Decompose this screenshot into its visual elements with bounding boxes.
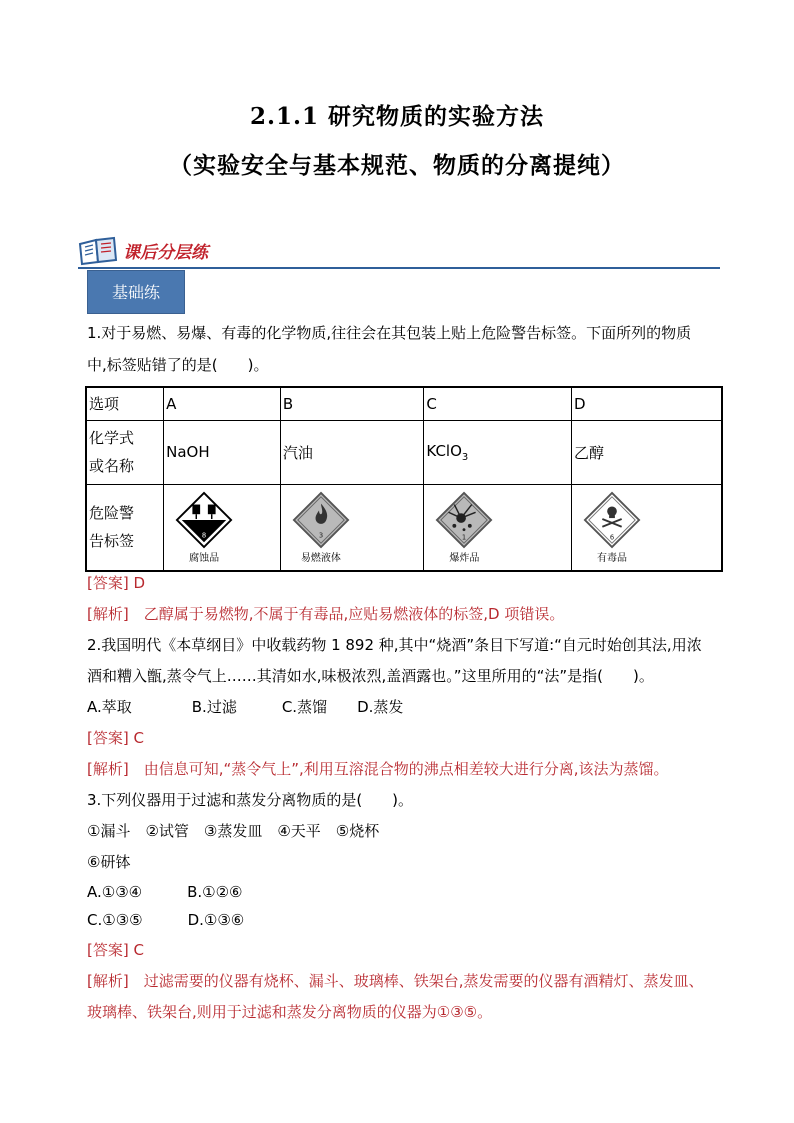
doc-title-line1: 2.1.1 研究物质的实验方法 xyxy=(249,103,545,130)
row-header-formula: 化学式 或名称 xyxy=(86,420,164,484)
q3-choices-line1: A.①③④ B.①②⑥ xyxy=(87,883,243,901)
q3-analysis-line1: [解析] 过滤需要的仪器有烧杯、漏斗、玻璃棒、铁架台,蒸发需要的仪器有酒精灯、蒸发皿、 xyxy=(87,972,704,990)
svg-text:1: 1 xyxy=(462,533,467,542)
toxic-hazard-icon xyxy=(583,491,641,549)
explosive-hazard-icon xyxy=(435,491,493,549)
options-table xyxy=(85,386,723,572)
q2-answer: [答案] C xyxy=(87,729,144,747)
q3-analysis-line2: 玻璃棒、铁架台,则用于过滤和蒸发分离物质的仪器为①③⑤。 xyxy=(87,1003,493,1021)
option-a: A xyxy=(164,387,281,420)
q2-analysis: [解析] 由信息可知,“蒸令气上”,利用互溶混合物的沸点相差较大进行分离,该法为蒸馏。 xyxy=(87,760,669,778)
doc-title-line2: （实验安全与基本规范、物质的分离提纯） xyxy=(169,152,625,179)
name-b: 汽油 xyxy=(280,420,424,484)
q3-items-line1: ①漏斗 ②试管 ③蒸发皿 ④天平 ⑤烧杯 xyxy=(87,822,380,840)
hazard-label-b: 易燃液体 xyxy=(300,552,341,564)
q1-text-line1: 1.对于易燃、易爆、有毒的化学物质,往往会在其包装上贴上危险警告标签。下面所列的物质 xyxy=(87,324,692,342)
level-tag: 基础练 xyxy=(87,270,185,314)
name-a: NaOH xyxy=(164,420,281,484)
q3-items-line2: ⑥研钵 xyxy=(87,853,131,871)
q2-choices: A.萃取 B.过滤 C.蒸馏 D.蒸发 xyxy=(87,698,404,716)
q3-answer: [答案] C xyxy=(87,941,144,959)
section-title: 课后分层练 xyxy=(123,243,208,263)
svg-text:3: 3 xyxy=(318,531,324,540)
svg-text:6: 6 xyxy=(609,533,615,542)
hazard-label-c: 爆炸品 xyxy=(449,552,480,564)
name-c: KClO$_3$ xyxy=(424,420,572,484)
hazard-cell-a xyxy=(164,484,281,571)
q1-answer: [答案] D xyxy=(87,574,146,592)
row-header-option: 选项 xyxy=(86,387,164,420)
hazard-cell-b xyxy=(280,484,424,571)
hazard-label-d: 有毒品 xyxy=(596,552,627,564)
q3-text: 3.下列仪器用于过滤和蒸发分离物质的是( )。 xyxy=(87,791,414,809)
flammable-hazard-icon xyxy=(292,491,350,549)
hazard-cell-c xyxy=(424,484,572,571)
name-d: 乙醇 xyxy=(571,420,722,484)
q2-text-line1: 2.我国明代《本草纲目》中收载药物 1 892 种,其中“烧酒”条目下写道:“自元时始创其法,用浓 xyxy=(87,636,702,654)
section-divider xyxy=(78,267,720,269)
hazard-cell-d xyxy=(571,484,722,571)
hazard-label-a: 腐蚀品 xyxy=(189,552,220,564)
q2-text-line2: 酒和糟入甑,蒸令气上……其清如水,味极浓烈,盖酒露也。”这里所用的“法”是指( )。 xyxy=(87,667,654,685)
q3-choices-line2: C.①③⑤ D.①③⑥ xyxy=(87,911,245,929)
section-header xyxy=(78,234,720,270)
row-header-label: 危险警 告标签 xyxy=(86,484,164,571)
corrosive-hazard-icon xyxy=(175,491,233,549)
q1-text-line2: 中,标签贴错了的是( )。 xyxy=(87,356,269,374)
option-d: D xyxy=(571,387,722,420)
q1-analysis: [解析] 乙醇属于易燃物,不属于有毒品,应贴易燃液体的标签,D 项错误。 xyxy=(87,605,565,623)
option-c: C xyxy=(424,387,572,420)
svg-text:8: 8 xyxy=(201,531,207,540)
open-book-icon xyxy=(78,236,118,266)
option-b: B xyxy=(280,387,424,420)
